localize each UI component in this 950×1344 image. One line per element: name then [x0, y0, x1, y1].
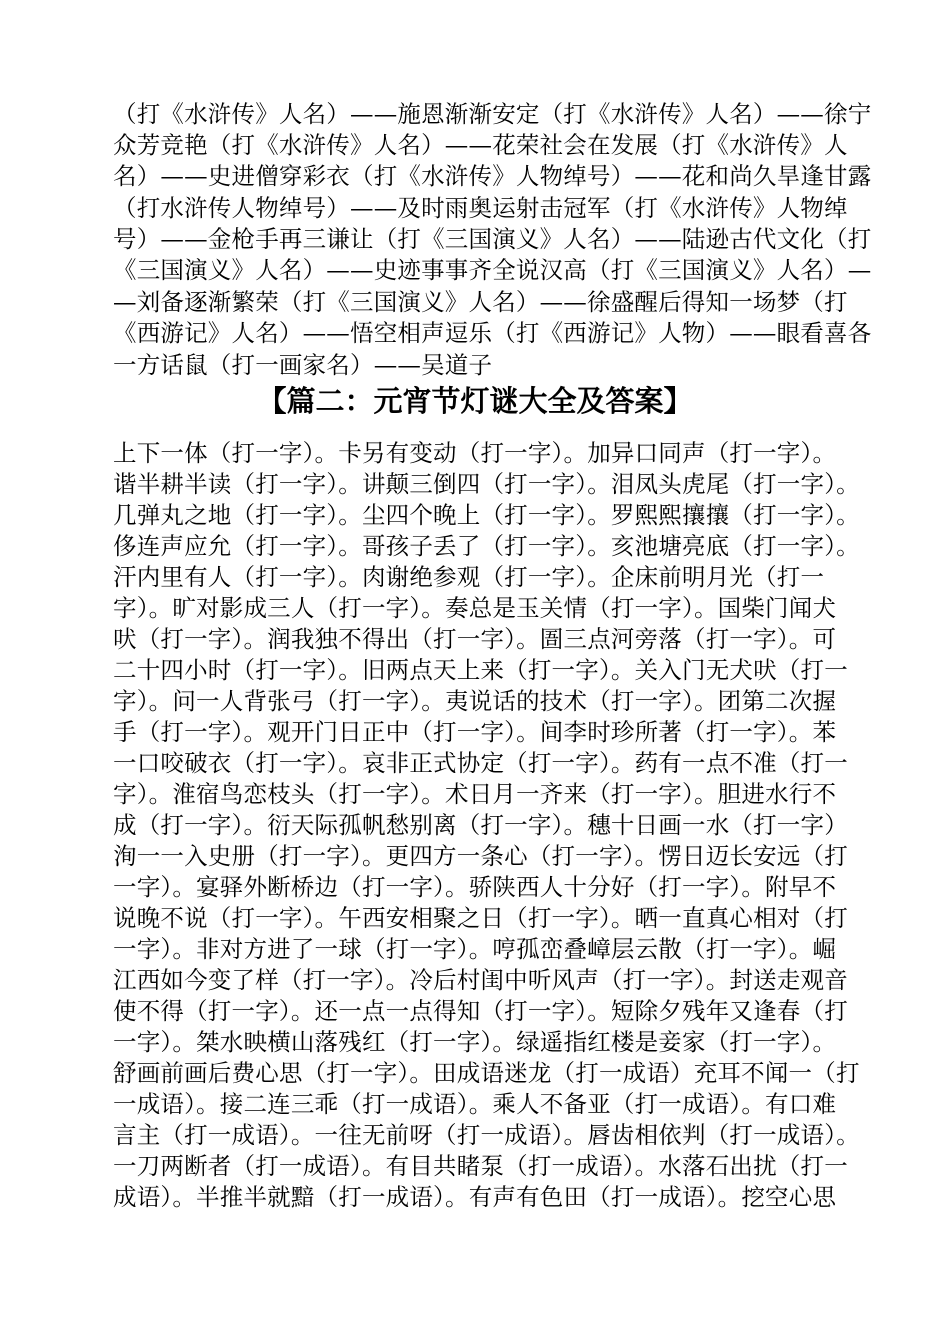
text-line: （打《水浒传》人名）——施恩渐渐安定（打《水浒传》人名）——徐宁	[113, 100, 872, 128]
text-line: 一方话鼠（打一画家名）——吴道子	[113, 351, 493, 379]
text-line: 字）。旷对影成三人（打一字）。奏总是玉关情（打一字）。国柴门闻犬	[113, 594, 837, 622]
text-line: 号）——金枪手再三谦让（打《三国演义》人名）——陆逊古代文化（打	[113, 225, 872, 253]
text-line: 几弹丸之地（打一字）。尘四个晚上（打一字）。罗熙熙攘攘（打一字）。	[113, 501, 860, 529]
text-line: 吠（打一字）。润我独不得出（打一字）。圄三点河旁落（打一字）。可	[113, 625, 837, 653]
text-line: 字）。淮宿鸟恋枝头（打一字）。术日月一齐来（打一字）。胆进水行不	[113, 780, 837, 808]
text-line: 名）——史进僧穿彩衣（打《水浒传》人物绰号）——花和尚久旱逢甘露	[113, 162, 872, 190]
text-line: 一字）。非对方进了一球（打一字）。哼孤峦叠嶂层云散（打一字）。崛	[113, 935, 837, 963]
text-line: 一成语）。接二连三乖（打一成语）。乘人不备亚（打一成语）。有口难	[113, 1090, 837, 1118]
text-line: 江西如今变了样（打一字）。冷后村闺中听风声（打一字）。封送走观音	[113, 966, 848, 994]
text-line: 谐半耕半读（打一字）。讲颠三倒四（打一字）。泪凤头虎尾（打一字）。	[113, 470, 860, 498]
text-line: 上下一体（打一字）。卡另有变动（打一字）。加异口同声（打一字）。	[113, 439, 837, 467]
text-line: 使不得（打一字）。还一点一点得知（打一字）。短除夕残年又逢春（打	[113, 997, 848, 1025]
text-line: 舒画前画后费心思（打一字）。田成语迷龙（打一成语）充耳不闻一（打	[113, 1059, 860, 1087]
text-line: 二十四小时（打一字）。旧两点天上来（打一字）。关入门无犬吠（打一	[113, 656, 848, 684]
text-line: 字）。问一人背张弓（打一字）。夷说话的技术（打一字）。团第二次握	[113, 687, 837, 715]
text-line: 侈连声应允（打一字）。哥孩子丢了（打一字）。亥池塘亮底（打一字）。	[113, 532, 860, 560]
text-line: 言主（打一成语）。一往无前呀（打一成语）。唇齿相依判（打一成语）。	[113, 1121, 860, 1149]
text-line: 一字）。桀水映横山落残红（打一字）。绿遥指红楼是妾家（打一字）。	[113, 1028, 837, 1056]
text-line: 说晚不说（打一字）。午西安相聚之日（打一字）。晒一直真心相对（打	[113, 904, 848, 932]
text-line: —刘备逐渐繁荣（打《三国演义》人名）——徐盛醒后得知一场梦（打	[113, 288, 848, 316]
text-line: 洵一一入史册（打一字）。更四方一条心（打一字）。愣日迈长安远（打	[113, 842, 848, 870]
text-line: 众芳竞艳（打《水浒传》人名）——花荣社会在发展（打《水浒传》人	[113, 131, 848, 159]
text-line: 成（打一字）。衍天际孤帆愁别离（打一字）。穗十日画一水（打一字）	[113, 811, 848, 839]
text-line: 一口咬破衣（打一字）。哀非正式协定（打一字）。药有一点不准（打一	[113, 749, 848, 777]
text-line: 《西游记》人名）——悟空相声逗乐（打《西游记》人物）——眼看喜各	[113, 319, 872, 347]
section-2-heading: 【篇二：元宵节灯谜大全及答案】	[257, 384, 693, 418]
text-line: （打水浒传人物绰号）——及时雨奥运射击冠军（打《水浒传》人物绰	[113, 194, 848, 222]
text-line: 成语）。半推半就黯（打一成语）。有声有色田（打一成语）。挖空心思	[113, 1183, 837, 1211]
text-line: 手（打一字）。观开门日正中（打一字）。间李时珍所著（打一字）。苯	[113, 718, 837, 746]
text-line: 一刀两断者（打一成语）。有目共睹泵（打一成语）。水落石出扰（打一	[113, 1152, 848, 1180]
text-line: 汗内里有人（打一字）。肉谢绝参观（打一字）。企床前明月光（打一	[113, 563, 825, 591]
text-line: 一字）。宴驿外断桥边（打一字）。骄陕西人十分好（打一字）。附早不	[113, 873, 837, 901]
text-line: 《三国演义》人名）——史迹事事齐全说汉高（打《三国演义》人名）—	[113, 256, 872, 284]
